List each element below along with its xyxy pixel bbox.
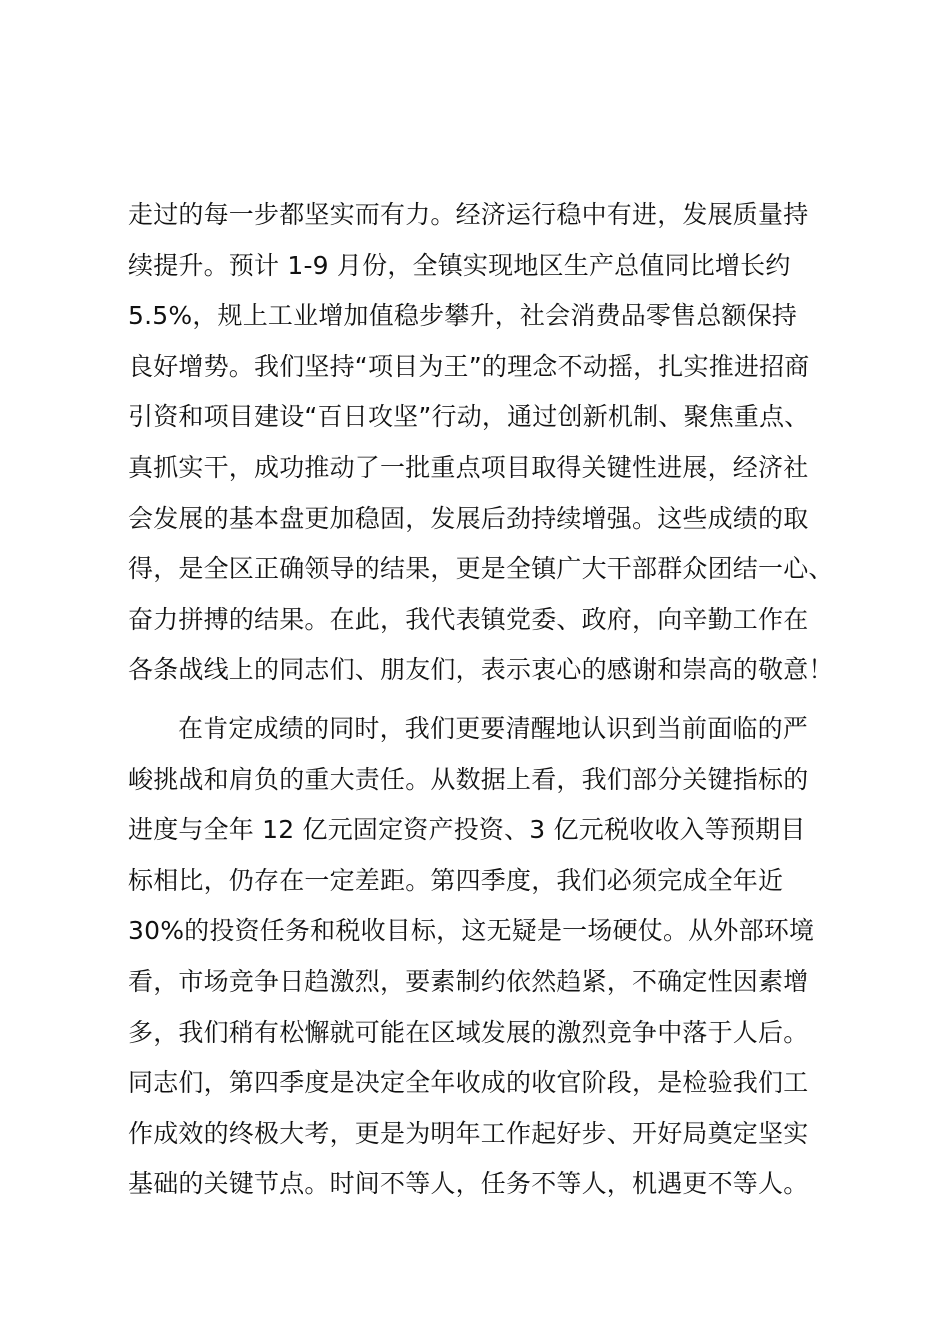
text-line: 多，我们稍有松懈就可能在区域发展的激烈竞争中落于人后。 [128,1017,809,1047]
text-line: 进度与全年 12 亿元固定资产投资、3 亿元税收收入等预期目 [128,815,806,845]
text-line: 真抓实干，成功推动了一批重点项目取得关键性进展，经济社 [128,452,809,482]
text-line: 作成效的终极大考，更是为明年工作起好步、开好局奠定坚实 [128,1118,809,1148]
text-line: 同志们，第四季度是决定全年收成的收官阶段，是检验我们工 [128,1068,809,1098]
text-line: 基础的关键节点。时间不等人，任务不等人，机遇更不等人。 [128,1169,809,1199]
text-line: 5.5%，规上工业增加值稳步攀升，社会消费品零售总额保持 [128,301,798,331]
text-line: 标相比，仍存在一定差距。第四季度，我们必须完成全年近 [128,865,784,895]
text-line: 30%的投资任务和税收目标，这无疑是一场硬仗。从外部环境 [128,916,815,946]
text-line: 走过的每一步都坚实而有力。经济运行稳中有进，发展质量持 [128,200,809,229]
text-line: 良好增势。我们坚持“项目为王”的理念不动摇，扎实推进招商 [128,351,810,381]
paragraph-spacer [128,696,848,704]
text-line: 续提升。预计 1-9 月份，全镇实现地区生产总值同比增长约 [128,250,791,280]
text-line: 峻挑战和肩负的重大责任。从数据上看，我们部分关键指标的 [128,764,809,794]
text-line: 得，是全区正确领导的结果，更是全镇广大干部群众团结一心、 [128,554,834,584]
paragraph-1 [128,190,848,696]
text-line-indented: 在肯定成绩的同时，我们更要清醒地认识到当前面临的严 [178,713,809,743]
text-line: 看，市场竞争日趋激烈，要素制约依然趋紧，不确定性因素增 [128,966,809,996]
text-line: 奋力拼搏的结果。在此，我代表镇党委、政府，向辛勤工作在 [128,604,809,634]
paragraph-2 [128,704,848,1210]
text-line: 会发展的基本盘更加稳固，发展后劲持续增强。这些成绩的取 [128,503,809,533]
text-line: 各条战线上的同志们、朋友们，表示衷心的感谢和崇高的敬意！ [128,655,834,685]
text-line: 引资和项目建设“百日攻坚”行动，通过创新机制、聚焦重点、 [128,402,810,432]
body-text [128,190,848,1210]
